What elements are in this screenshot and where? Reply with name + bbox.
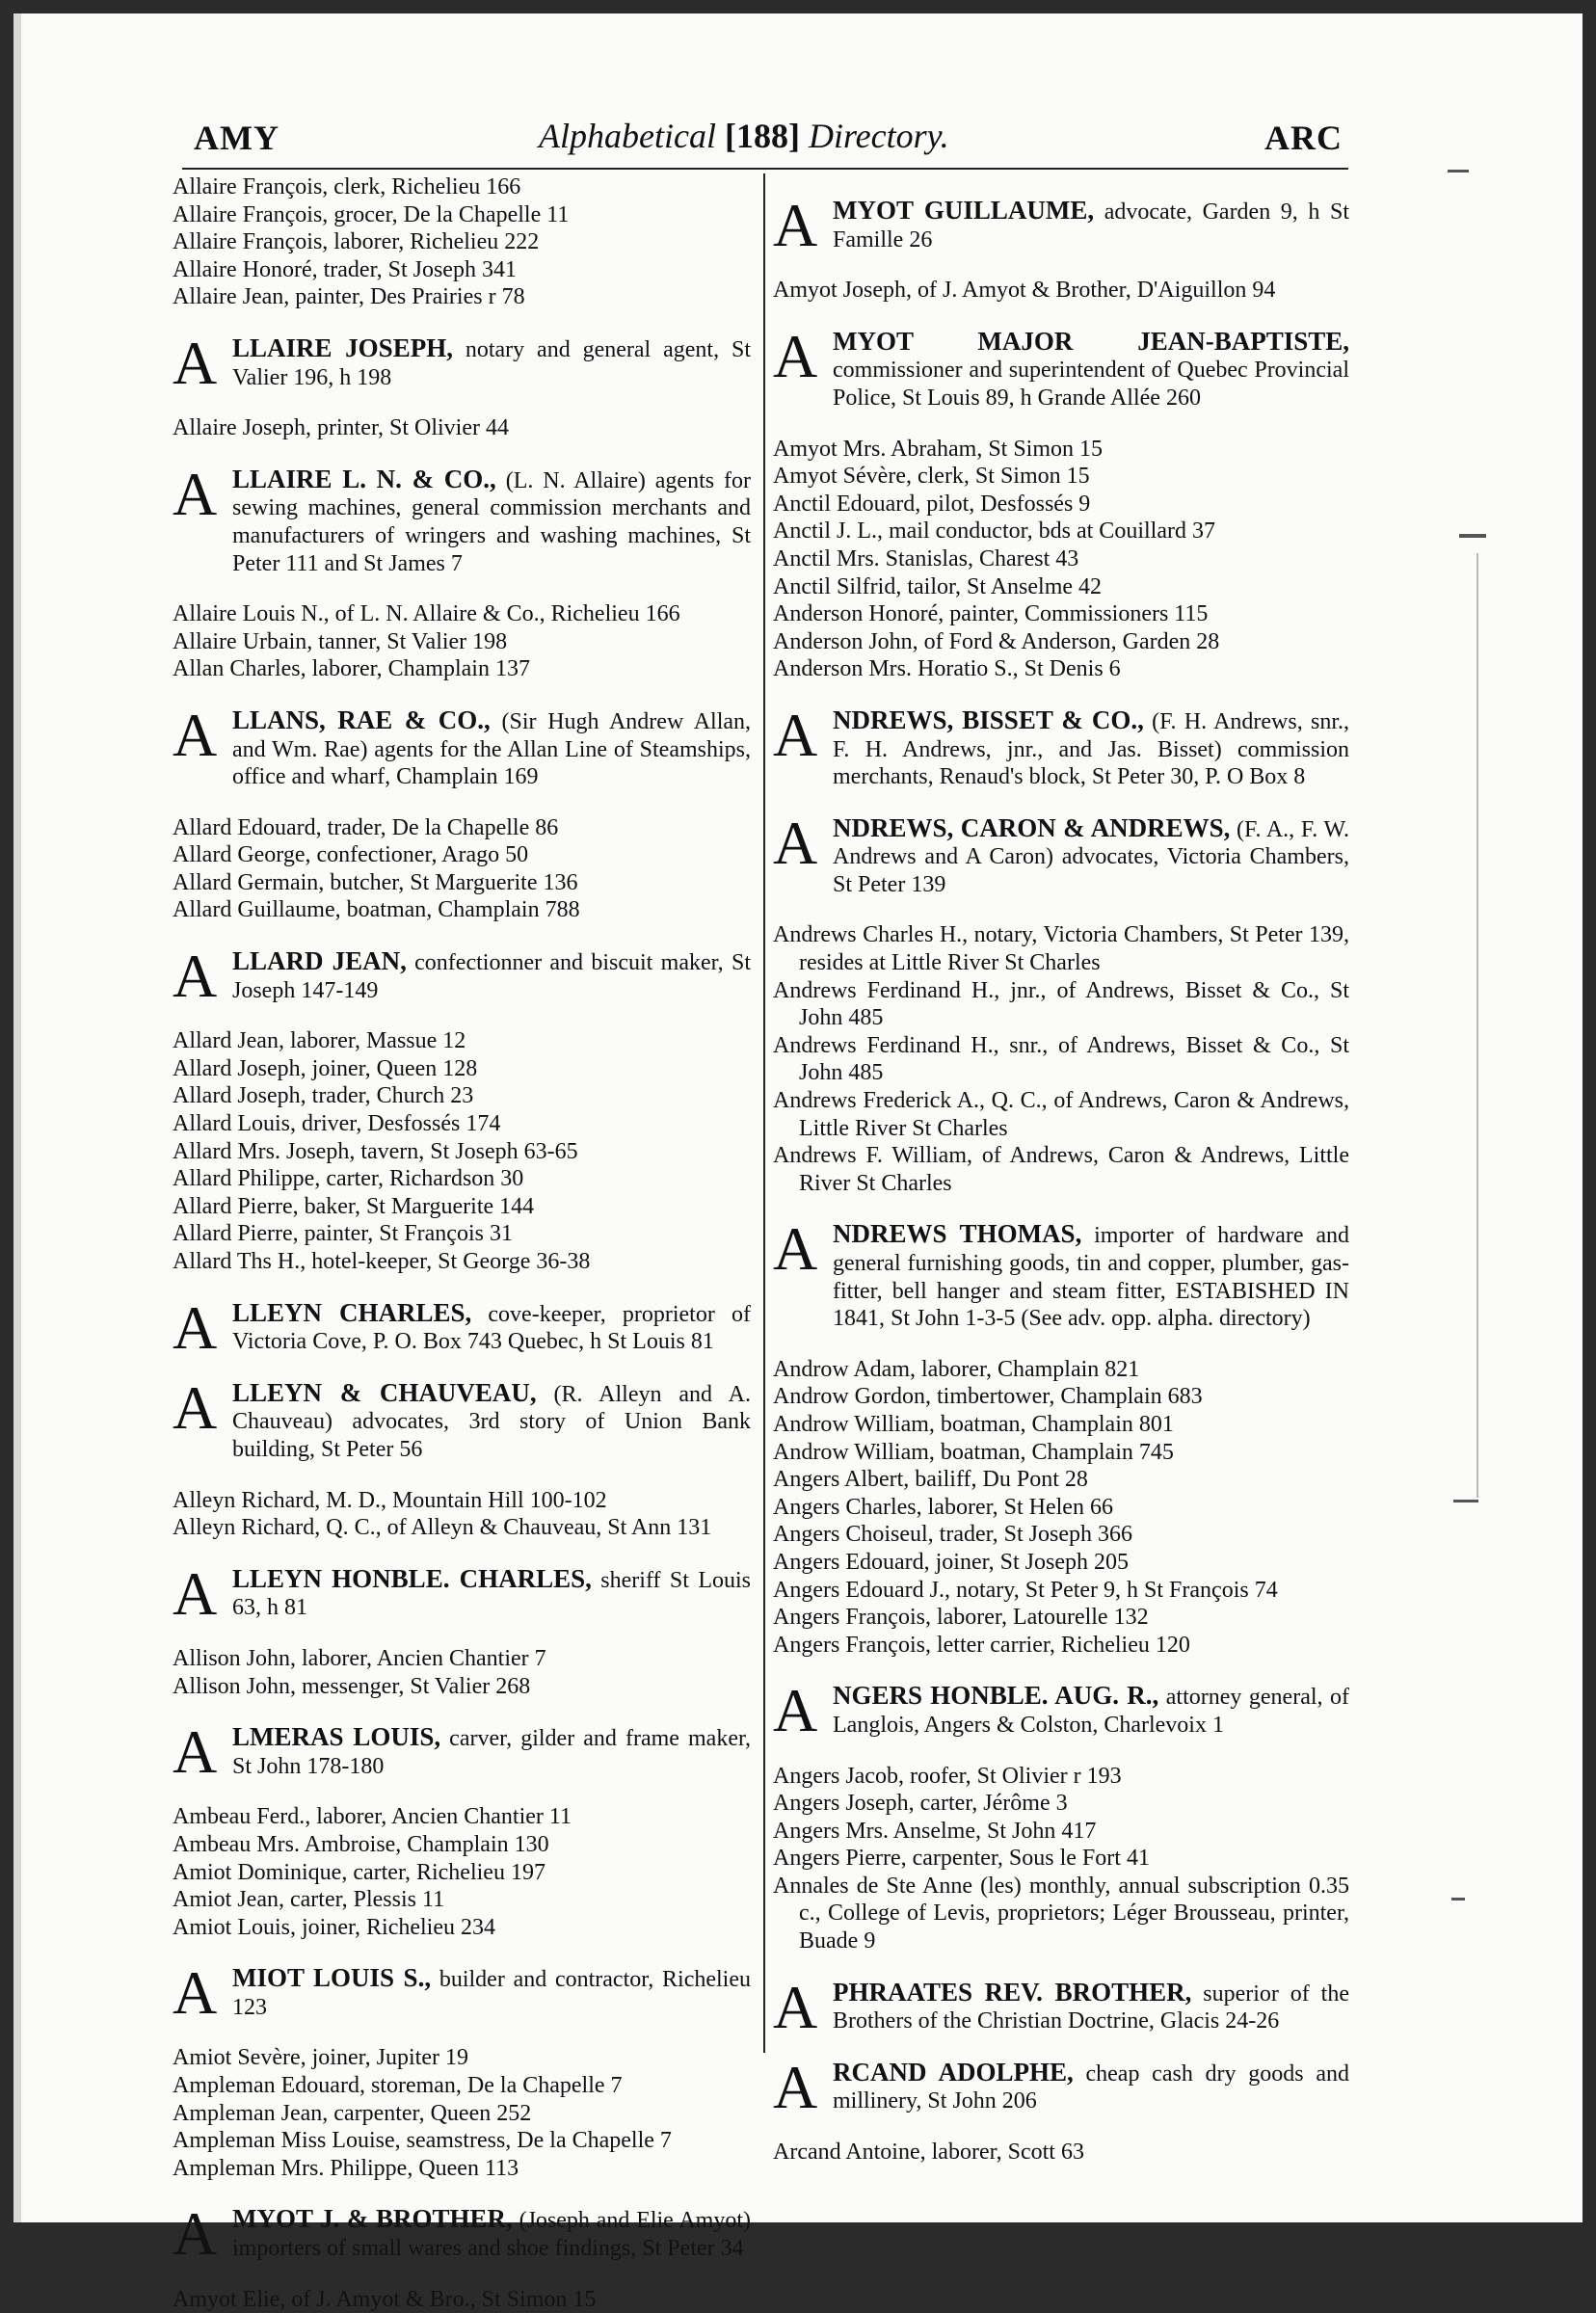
column-divider (763, 173, 765, 2053)
directory-entry: Anctil Edouard, pilot, Desfossés 9 (773, 491, 1091, 517)
margin-mark (1459, 534, 1486, 538)
directory-entry: Angers Charles, laborer, St Helen 66 (773, 1494, 1113, 1520)
directory-entry: Arcand Antoine, laborer, Scott 63 (773, 2140, 1084, 2166)
directory-entry-featured (173, 459, 752, 577)
entry-details: (Joseph and Elie Amyot) importers of small wares and shoe findings, St Peter 34 (232, 2208, 751, 2262)
directory-entry: Angers Edouard J., notary, St Peter 9, h St François 74 (773, 1577, 1278, 1603)
entry-details: (L. N. Allaire) agents for sewing machines, general commission merchants and manufacturers of wringers and washing machines, St Peter 111 and St James 7 (232, 467, 752, 576)
directory-entry: Ambeau Mrs. Ambroise, Champlain 130 (173, 1831, 549, 1857)
directory-entry-featured (173, 328, 751, 397)
directory-entry: Allaire François, laborer, Richelieu 222 (173, 229, 540, 255)
entry-name: MYOT MAJOR JEAN-BAPTISTE, (833, 326, 1349, 356)
directory-entry: Anderson John, of Ford & Anderson, Garden 28 (773, 628, 1220, 654)
directory-entry: Andrews Charles H., notary, Victoria Chambers, St Peter 139, resides at Little River St Charles (773, 922, 1349, 976)
entry-drop-initial: A (173, 1558, 218, 1628)
directory-entry: Amyot Sévère, clerk, St Simon 15 (773, 464, 1090, 490)
entry-drop-initial: A (773, 1972, 818, 2041)
entry-drop-initial: A (773, 1676, 818, 1745)
entry-name: LLEYN & CHAUVEAU, (232, 1377, 537, 1407)
entry-name: MYOT GUILLAUME, (833, 196, 1095, 225)
header-right-guide-word: ARC (1264, 119, 1343, 157)
directory-entry: Allard Pierre, baker, St Marguerite 144 (173, 1193, 535, 1219)
entry-drop-initial: A (173, 1958, 218, 2028)
entry-details: carver, gilder and frame maker, St John 178-180 (232, 1726, 751, 1779)
entry-drop-initial: A (173, 700, 218, 769)
entry-details: (F. A., F. W. Andrews and A Caron) advocates, Victoria Chambers, St Peter 139 (833, 816, 1349, 897)
directory-entry: Anctil Mrs. Stanislas, Charest 43 (773, 545, 1079, 572)
directory-entry-featured (173, 1558, 751, 1628)
directory-entry: Amiot Sevère, joiner, Jupiter 19 (173, 2045, 468, 2071)
directory-entry: Androw Adam, laborer, Champlain 821 (773, 1356, 1140, 1382)
page-number: [188] (724, 117, 800, 155)
entry-drop-initial: A (173, 1292, 218, 1362)
entry-details: cheap cash dry goods and millinery, St John 206 (833, 2060, 1349, 2114)
directory-entry: Amiot Dominique, carter, Richelieu 197 (173, 1859, 545, 1885)
directory-entry: Ampleman Jean, carpenter, Queen 252 (173, 2100, 532, 2126)
directory-entry-featured (773, 321, 1349, 412)
directory-entry: Allard Pierre, painter, St François 31 (173, 1221, 513, 1247)
entry-drop-initial: A (773, 1214, 818, 1284)
directory-entry-featured (773, 1214, 1349, 1332)
header-left-guide-word: AMY (194, 119, 279, 157)
directory-entry: Allaire Honoré, trader, St Joseph 341 (173, 256, 517, 282)
entry-name: NDREWS, CARON & ANDREWS, (833, 812, 1231, 842)
directory-entry: Allard Louis, driver, Desfossés 174 (173, 1111, 501, 1137)
directory-entry: Ampleman Miss Louise, seamstress, De la Chapelle 7 (173, 2128, 672, 2154)
directory-entry: Allan Charles, laborer, Champlain 137 (173, 656, 530, 682)
entry-name: RCAND ADOLPHE, (833, 2057, 1074, 2087)
entry-name: LLAIRE L. N. & CO., (232, 464, 496, 493)
directory-entry: Amyot Joseph, of J. Amyot & Brother, D'Aiguillon 94 (773, 278, 1276, 304)
directory-entry-featured (173, 1292, 751, 1362)
directory-entry: Allard Joseph, trader, Church 23 (173, 1083, 474, 1109)
directory-entry: Anctil J. L., mail conductor, bds at Couillard 37 (773, 518, 1215, 545)
directory-entry: Andrews Ferdinand H., snr., of Andrews, Bisset & Co., St John 485 (773, 1032, 1349, 1086)
entry-name: LMERAS LOUIS, (232, 1722, 441, 1752)
entry-drop-initial: A (173, 2199, 218, 2269)
entry-drop-initial: A (173, 942, 218, 1011)
page-edge-shadow (13, 13, 21, 2222)
directory-entry: Allison John, messenger, St Valier 268 (173, 1673, 531, 1699)
directory-entry: Allard Germain, butcher, St Marguerite 136 (173, 869, 578, 895)
entry-drop-initial: A (773, 321, 818, 390)
directory-entry: Alleyn Richard, Q. C., of Alleyn & Chauveau, St Ann 131 (173, 1515, 712, 1541)
directory-entry: Angers Mrs. Anselme, St John 417 (773, 1818, 1097, 1844)
directory-entry: Allard Philippe, carter, Richardson 30 (173, 1166, 524, 1192)
directory-entry: Allard Jean, laborer, Massue 12 (173, 1028, 466, 1054)
directory-entry-featured (173, 2199, 751, 2269)
entry-name: LLAIRE JOSEPH, (232, 332, 453, 362)
directory-entry: Anderson Mrs. Horatio S., St Denis 6 (773, 656, 1121, 682)
directory-entry-featured (773, 808, 1349, 899)
directory-entry: Anctil Silfrid, tailor, St Anselme 42 (773, 573, 1103, 599)
entry-details: cove-keeper, proprietor of Victoria Cove, P. O. Box 743 Quebec, h St Louis 81 (232, 1301, 751, 1355)
entry-name: LLANS, RAE & CO., (232, 705, 491, 734)
directory-entry: Allaire Joseph, printer, St Olivier 44 (173, 415, 509, 441)
entry-name: MYOT J. & BROTHER, (232, 2204, 513, 2234)
margin-mark (1448, 170, 1469, 173)
directory-entry: Angers François, letter carrier, Richelieu 120 (773, 1632, 1190, 1658)
entry-details: builder and contractor, Richelieu 123 (232, 1967, 752, 2020)
header-title (539, 116, 949, 156)
directory-entry: Annales de Ste Anne (les) monthly, annual subscription 0.35 c., College of Levis, proprietors; Léger Brousseau, printer, Buade 9 (773, 1873, 1349, 1954)
directory-entry: Angers Jacob, roofer, St Olivier r 193 (773, 1763, 1122, 1789)
entry-drop-initial: A (173, 459, 218, 528)
directory-entry-featured (173, 1717, 751, 1787)
entry-details: advocate, Garden 9, h St Famille 26 (833, 199, 1350, 253)
directory-entry: Allard George, confectioner, Arago 50 (173, 842, 529, 868)
directory-entry: Allard Guillaume, boatman, Champlain 788 (173, 897, 580, 923)
entry-name: MIOT LOUIS S., (232, 1963, 432, 1993)
directory-entry: Androw William, boatman, Champlain 801 (773, 1411, 1174, 1437)
directory-entry-featured (773, 2052, 1349, 2121)
directory-entry: Allard Ths H., hotel-keeper, St George 36-38 (173, 1249, 591, 1274)
directory-entry-featured (173, 1958, 752, 2028)
directory-entry-featured (773, 191, 1350, 259)
margin-line (1476, 553, 1478, 1498)
entry-details: (F. H. Andrews, snr., F. H. Andrews, jnr., and Jas. Bisset) commission merchants, Renaud's block, St Peter 30, P. O Box 8 (833, 708, 1349, 790)
directory-entry-featured (173, 942, 751, 1011)
entry-drop-initial: A (773, 700, 818, 769)
directory-entry: Allard Joseph, joiner, Queen 128 (173, 1055, 478, 1081)
entry-name: LLEYN HONBLE. CHARLES, (232, 1563, 592, 1593)
entry-details: sheriff St Louis 63, h 81 (232, 1567, 751, 1621)
directory-entry: Allaire Louis N., of L. N. Allaire & Co., Richelieu 166 (173, 601, 680, 627)
directory-entry-featured (773, 700, 1349, 791)
entry-details: (R. Alleyn and A. Chauveau) advocates, 3rd story of Union Bank building, St Peter 56 (232, 1381, 751, 1462)
entry-drop-initial: A (173, 328, 218, 397)
directory-entry: Allaire Urbain, tanner, St Valier 198 (173, 628, 508, 654)
directory-entry: Angers Albert, bailiff, Du Pont 28 (773, 1467, 1088, 1493)
directory-entry-featured (173, 1372, 751, 1464)
entry-name: NDREWS THOMAS, (833, 1219, 1082, 1249)
entry-name: LLEYN CHARLES, (232, 1297, 472, 1327)
directory-page (13, 13, 1583, 2312)
directory-entry: Amiot Jean, carter, Plessis 11 (173, 1887, 445, 1913)
right-column (773, 173, 1349, 2167)
directory-entry: Amyot Mrs. Abraham, St Simon 15 (773, 436, 1104, 462)
entry-details: commissioner and superintendent of Quebec Provincial Police, St Louis 89, h Grande Allée 260 (833, 358, 1349, 411)
directory-entry-featured (173, 700, 752, 791)
directory-entry: Allard Edouard, trader, De la Chapelle 86 (173, 814, 559, 840)
directory-entry: Allaire Jean, painter, Des Prairies r 78 (173, 284, 525, 310)
directory-entry: Angers Choiseul, trader, St Joseph 366 (773, 1522, 1132, 1548)
entry-name: LLARD JEAN, (232, 946, 407, 976)
entry-details: attorney general, of Langlois, Angers & Colston, Charlevoix 1 (833, 1685, 1349, 1738)
directory-entry: Andrews Frederick A., Q. C., of Andrews, Caron & Andrews, Little River St Charles (773, 1088, 1349, 1141)
directory-entry: Amyot Elie, of J. Amyot & Bro., St Simon 15 (173, 2286, 597, 2312)
entry-drop-initial: A (773, 2052, 818, 2121)
directory-entry: Alleyn Richard, M. D., Mountain Hill 100-102 (173, 1487, 607, 1513)
entry-drop-initial: A (173, 1717, 218, 1787)
margin-mark (1451, 1898, 1465, 1901)
page-header (182, 106, 1348, 170)
directory-entry: Anderson Honoré, painter, Commissioners 115 (773, 601, 1209, 627)
directory-entry: Amiot Louis, joiner, Richelieu 234 (173, 1914, 495, 1940)
directory-entry: Allaire François, clerk, Richelieu 166 (173, 174, 521, 199)
entry-details: importer of hardware and general furnishing goods, tin and copper, plumber, gas-fitter, bell hanger and steam fitter, ESTABISHED IN 1841, St John 1-3-5 (See adv. opp. alpha. directory) (833, 1223, 1349, 1332)
left-column (173, 173, 751, 2313)
entry-name: PHRAATES REV. BROTHER, (833, 1977, 1192, 2007)
entry-details: notary and general agent, St Valier 196, h 198 (232, 336, 751, 390)
directory-entry-featured (773, 1972, 1349, 2041)
directory-entry: Ampleman Edouard, storeman, De la Chapelle 7 (173, 2073, 623, 2099)
entry-drop-initial: A (173, 1372, 218, 1442)
entry-drop-initial: A (773, 191, 818, 259)
header-title-end: Directory. (808, 117, 949, 155)
header-title-start: Alphabetical (539, 117, 716, 155)
directory-entry: Andrews F. William, of Andrews, Caron & Andrews, Little River St Charles (773, 1143, 1349, 1196)
entry-details: (Sir Hugh Andrew Allan, and Wm. Rae) agents for the Allan Line of Steamships, office and wharf, Champlain 169 (232, 708, 752, 790)
directory-entry: Angers Edouard, joiner, St Joseph 205 (773, 1549, 1129, 1575)
directory-entry: Ambeau Ferd., laborer, Ancien Chantier 11 (173, 1804, 572, 1830)
directory-entry: Angers Joseph, carter, Jérôme 3 (773, 1791, 1068, 1817)
entry-details: confectionner and biscuit maker, St Joseph 147-149 (232, 950, 751, 1003)
entry-name: NDREWS, BISSET & CO., (833, 705, 1144, 734)
directory-entry: Allaire François, grocer, De la Chapelle 11 (173, 201, 570, 227)
directory-entry: Allard Mrs. Joseph, tavern, St Joseph 63-65 (173, 1138, 578, 1164)
directory-entry: Andrews Ferdinand H., jnr., of Andrews, Bisset & Co., St John 485 (773, 977, 1349, 1031)
directory-entry: Androw Gordon, timbertower, Champlain 683 (773, 1384, 1203, 1410)
directory-entry: Angers Pierre, carpenter, Sous le Fort 41 (773, 1846, 1150, 1872)
margin-mark (1453, 1500, 1478, 1502)
entry-name: NGERS HONBLE. AUG. R., (833, 1681, 1159, 1711)
directory-entry: Allison John, laborer, Ancien Chantier 7 (173, 1645, 546, 1671)
directory-entry: Ampleman Mrs. Philippe, Queen 113 (173, 2155, 519, 2181)
entry-details: superior of the Brothers of the Christian Doctrine, Glacis 24-26 (833, 1981, 1349, 2034)
directory-entry: Angers François, laborer, Latourelle 132 (773, 1605, 1149, 1631)
directory-entry: Androw William, boatman, Champlain 745 (773, 1439, 1174, 1465)
directory-entry-featured (773, 1676, 1349, 1745)
entry-drop-initial: A (773, 808, 818, 877)
